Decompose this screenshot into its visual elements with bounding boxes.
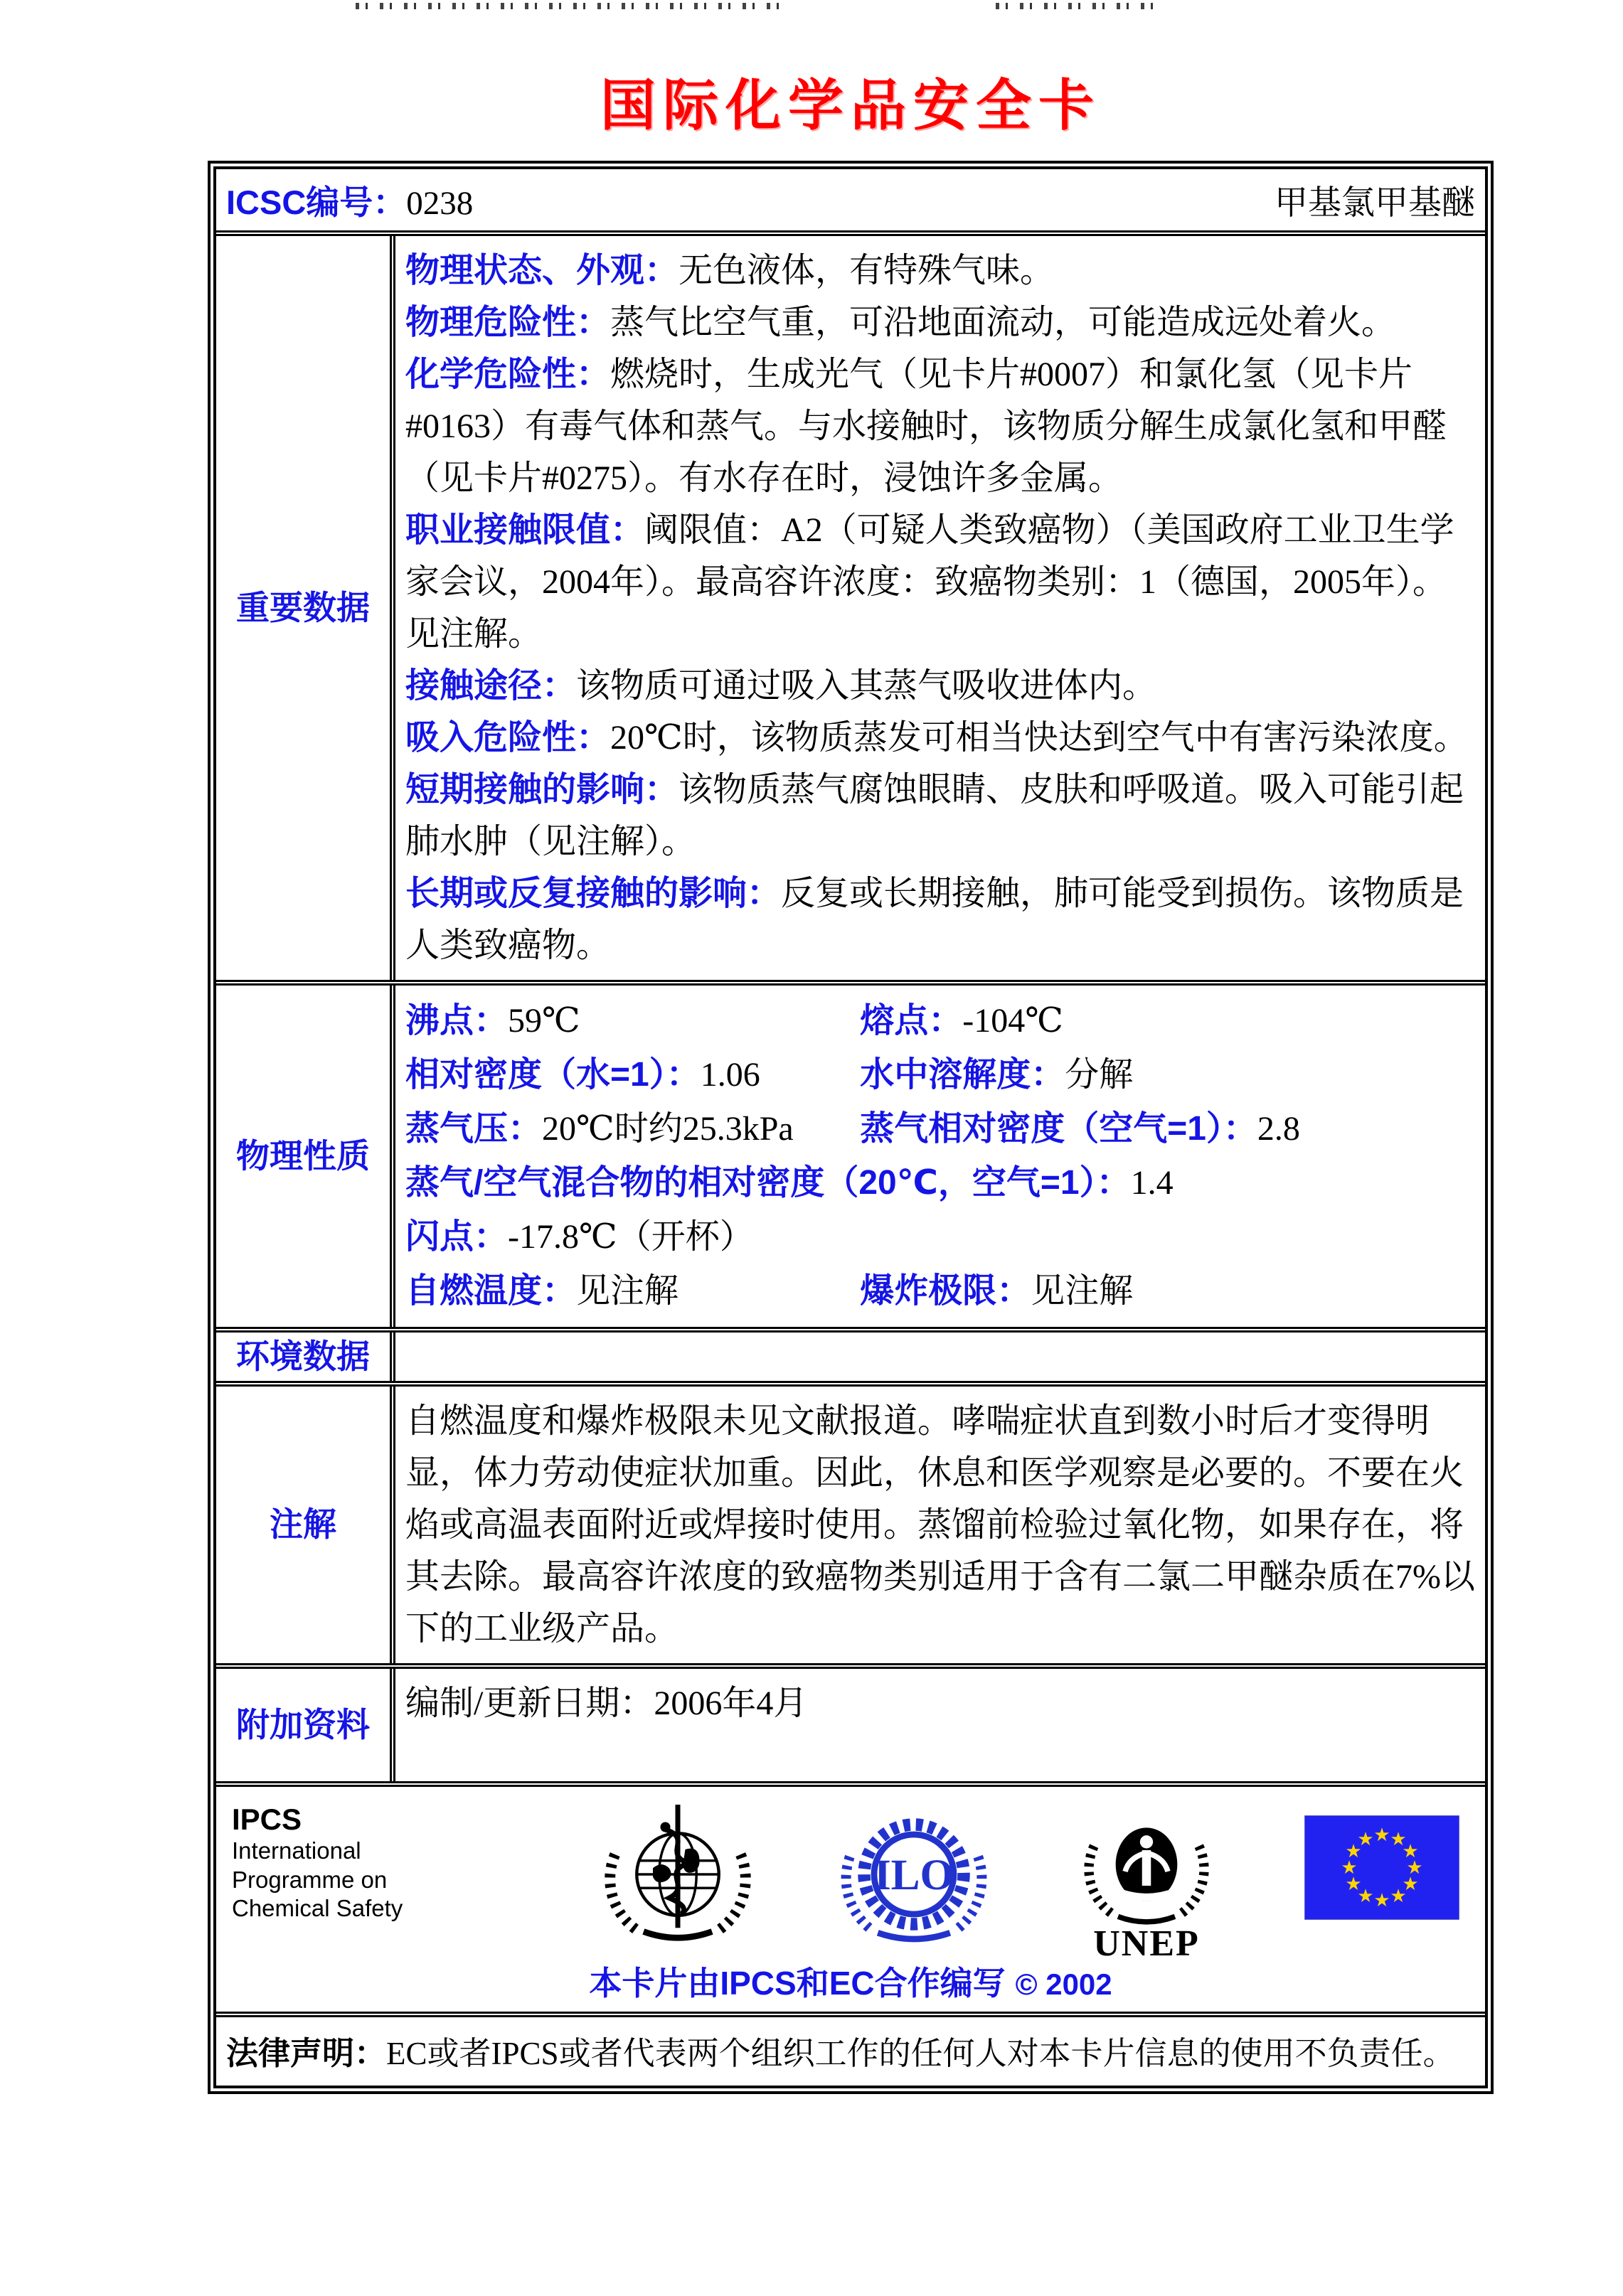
item-label: 物理状态、外观： [405,252,679,289]
property-value: -17.8℃（开杯） [508,1218,754,1256]
ipcs-name-line: International [232,1837,361,1864]
notes-content: 自燃温度和爆炸极限未见文献报道。哮喘症状直到数小时后才变得明显，体力劳动使症状加重。因此，休息和医学观察是必要的。不要在火焰或高温表面附近或焊接时使用。蒸馏前检验过氧化物，如果存在，将其去除。最高容许浓度的致癌物类别适用于含有二氯二甲醚杂质在7%以下的工业级产品。 [405,1402,1475,1648]
property-line [405,1210,1475,1264]
legal-notice-text: EC或者IPCS或者代表两个组织工作的任何人对本卡片信息的使用不负责任。 [386,2036,1455,2071]
property-line [405,1102,1475,1156]
property [405,994,860,1048]
item-label: 吸入危险性： [405,719,611,757]
important-item [405,660,1475,712]
item-label: 物理危险性： [405,304,611,341]
item-text: 该物质蒸气腐蚀眼睛、皮肤和呼吸道。吸入可能引起肺水肿（见注解）。 [405,771,1464,860]
important-item [405,297,1475,348]
important-data-row [216,230,1485,980]
important-item [405,712,1475,764]
property-value: 2.8 [1257,1110,1300,1148]
property-line [405,1048,1475,1102]
chemical-name: 甲基氯甲基醚 [1275,184,1475,222]
icsc-number [226,176,473,224]
property-value: 20℃时约25.3kPa [542,1110,794,1148]
environmental-data-row [216,1327,1485,1381]
property [405,1264,860,1318]
property [860,1048,1475,1102]
property-value: 分解 [1065,1056,1134,1094]
copyright-text: © 2002 [1015,1967,1112,2001]
legal-notice-label: 法律声明： [226,2035,387,2071]
ipcs-name-line: Programme on [232,1866,388,1893]
ipcs-text-block [232,1803,516,1923]
property [860,1102,1475,1156]
cooperation-caption [216,1958,1485,2004]
svg-text:★: ★ [1345,1841,1362,1862]
property-label: 熔点： [860,1002,963,1040]
who-icon [603,1800,752,1953]
eu-flag-icon [1304,1815,1459,1923]
property [405,1048,860,1102]
property-value: 见注解 [576,1272,679,1310]
item-text: 阈限值：A2（可疑人类致癌物）（美国政府工业卫生学家会议，2004年）。最高容许浓度：致癌物类别：1（德国，2005年）。见注解。 [405,511,1454,653]
important-item [405,348,1475,504]
ilo-wordmark: ILO [873,1851,954,1899]
additional-info-content: 编制/更新日期：2006年4月 [405,1684,808,1722]
property-label: 相对密度（水=1）： [405,1056,701,1094]
icsc-number-value: 0238 [406,184,474,222]
property-label: 水中溶解度： [860,1056,1065,1094]
important-item [405,867,1475,971]
property-label: 沸点： [405,1002,509,1040]
item-label: 接触途径： [405,667,577,705]
card-header-cell [216,171,1485,230]
additional-info-row [216,1663,1485,1781]
property-label: 蒸气相对密度（空气=1）： [860,1110,1257,1148]
section-label-important: 重要数据 [216,236,395,980]
property-value: 1.4 [1130,1164,1174,1202]
safety-card-table [208,161,1494,2094]
icsc-number-label: ICSC编号： [226,183,407,221]
property-value: -104℃ [962,1002,1063,1040]
clipped-text-remnants [996,3,1159,9]
important-item [405,764,1475,867]
section-label-notes: 注解 [216,1387,395,1663]
organizations-row [216,1781,1485,2012]
property [405,1210,754,1264]
important-item [405,504,1475,660]
important-data-content [395,236,1485,980]
property-label: 蒸气/空气混合物的相对密度（20℃，空气=1）： [405,1164,1131,1202]
item-text: 反复或长期接触，肺可能受到损伤。该物质是人类致癌物。 [405,875,1464,964]
property-label: 蒸气压： [405,1110,543,1148]
item-text: 无色液体，有特殊气味。 [679,252,1055,289]
property-line [405,1156,1475,1210]
physical-properties-row [216,980,1485,1327]
property-label: 自燃温度： [405,1272,577,1310]
unep-logo-block [1075,1804,1218,1965]
svg-text:★: ★ [1373,1825,1390,1846]
property [860,994,1475,1048]
property-line [405,1264,1475,1318]
section-label-additional: 附加资料 [216,1669,395,1781]
svg-text:★: ★ [1373,1890,1390,1911]
caption-text: 本卡片由IPCS和EC合作编写 [589,1965,1006,2002]
svg-text:★: ★ [1406,1857,1423,1879]
svg-text:★: ★ [1402,1841,1419,1862]
svg-text:★: ★ [1345,1874,1362,1895]
page-title: 国际化学品安全卡 [600,74,1101,137]
property-label: 闪点： [405,1218,509,1256]
property-value: 见注解 [1031,1272,1134,1310]
property [405,1102,860,1156]
svg-text:★: ★ [1402,1874,1419,1895]
environmental-data-content [395,1333,1485,1381]
item-text: 燃烧时，生成光气（见卡片#0007）和氯化氢（见卡片#0163）有毒气体和蒸气。与水接触时，该物质分解生成氯化氢和甲醛（见卡片#0275）。有水存在时，浸蚀许多金属。 [405,356,1447,497]
ipcs-name-line: Chemical Safety [232,1894,403,1921]
ipcs-acronym: IPCS [232,1803,302,1836]
property [860,1264,1475,1318]
notes-row [216,1381,1485,1663]
item-label: 短期接触的影响： [405,771,679,808]
section-label-environment: 环境数据 [216,1333,395,1381]
clipped-text-remnants [356,3,782,9]
unep-icon [1075,1804,1218,1928]
physical-properties-content [395,986,1485,1327]
unep-wordmark: UNEP [1093,1923,1200,1964]
ilo-icon [839,1800,989,1953]
property [405,1156,1174,1210]
legal-notice-row [216,2012,1485,2086]
svg-text:★: ★ [1357,1886,1374,1907]
card-header-row [216,169,1485,230]
property-value: 1.06 [700,1056,760,1094]
svg-text:★: ★ [1357,1829,1374,1850]
item-text: 20℃时，该物质蒸发可相当快达到空气中有害污染浓度。 [610,719,1468,757]
section-label-physical: 物理性质 [216,986,395,1327]
svg-text:★: ★ [1390,1829,1407,1850]
item-text: 蒸气比空气重，可沿地面流动，可能造成远处着火。 [610,304,1396,341]
item-text: 该物质可通过吸入其蒸气吸收进体内。 [576,667,1157,705]
property-label: 爆炸极限： [860,1272,1031,1310]
item-label: 长期或反复接触的影响： [405,875,782,912]
important-item [405,245,1475,297]
item-label: 职业接触限值： [405,511,645,549]
property-line [405,994,1475,1048]
item-label: 化学危险性： [405,356,611,393]
property-value: 59℃ [508,1002,580,1040]
svg-text:★: ★ [1390,1886,1407,1907]
svg-text:★: ★ [1341,1857,1358,1879]
